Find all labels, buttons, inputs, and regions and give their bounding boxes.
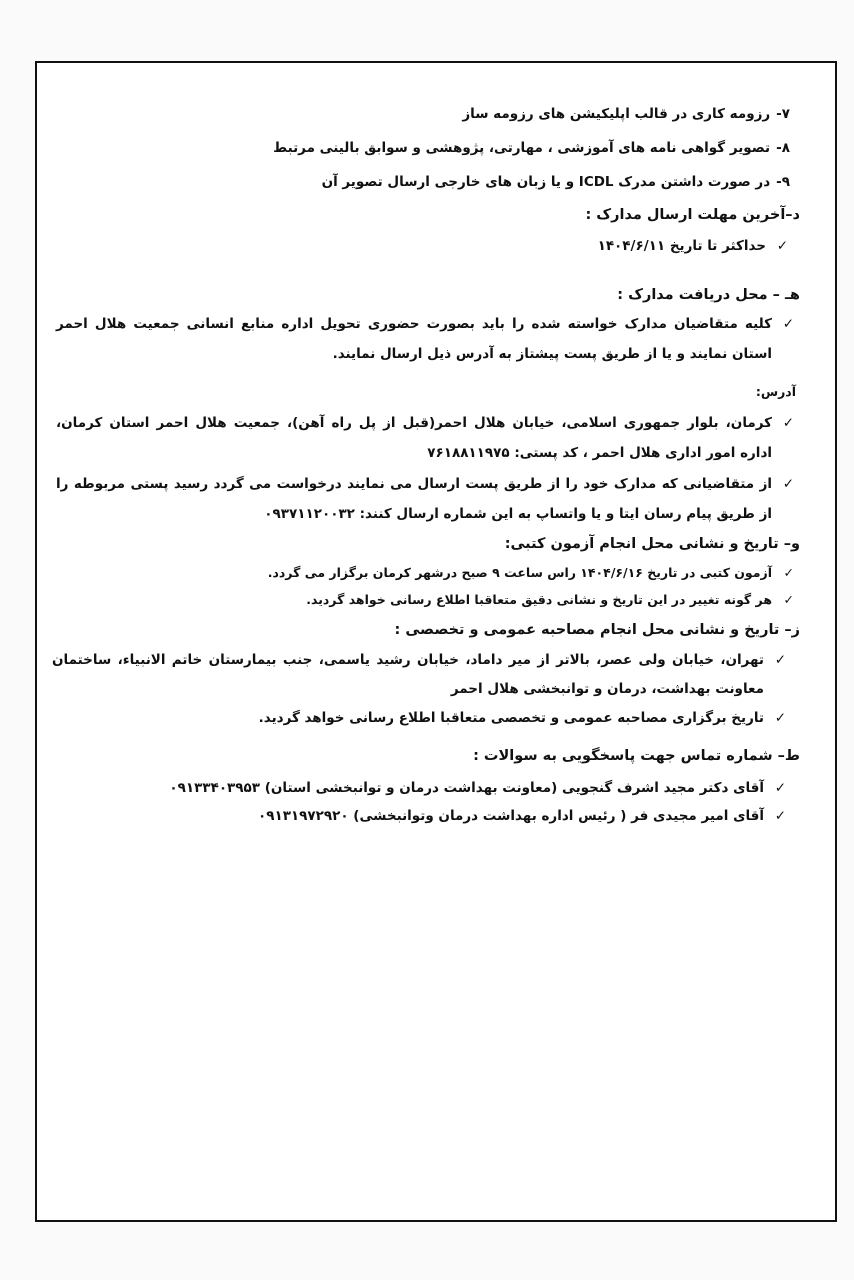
post-bullet: ✓ از متقاضیانی که مدارک خود را از طریق پست ارسال می نمایند درخواست می گردد رسید پستی مربوطه را از طریق پیام رسان ایتا و یا واتساپ به این شماره ارسال کنند: ۰۹۳۷۱۱۲۰۰۳۲ [56, 469, 772, 529]
check-icon: ✓ [774, 652, 786, 668]
interview-bullet: ✓ تهران، خیابان ولی عصر، بالاتر از میر داماد، خیابان رشید یاسمی، جنب بیمارستان خاتم الانبیاء، ساختمان معاونت بهداشت، درمان و توانبخشی هلال احمر [52, 646, 764, 704]
doc-item-7: ۷-رزومه کاری در قالب اپلیکیشن های رزومه ساز [462, 106, 790, 122]
check-icon: ✓ [774, 780, 786, 796]
check-icon: ✓ [776, 238, 788, 254]
doc-item-9: ۹-در صورت داشتن مدرک ICDL و یا زبان های خارجی ارسال تصویر آن [321, 174, 790, 190]
address-bullet: ✓ کرمان، بلوار جمهوری اسلامی، خیابان هلال احمر(قبل از پل راه آهن)، جمعیت هلال احمر استان کرمان، اداره امور اداری هلال احمر ، کد پستی: ۷۶۱۸۸۱۱۹۷۵ [56, 408, 772, 468]
heading-delivery: هـ – محل دریافت مدارک : [617, 287, 800, 303]
contact-bullet: ✓ آقای دکتر مجید اشرف گنجویی (معاونت بهداشت درمان و توانبخشی استان) ۰۹۱۳۳۴۰۳۹۵۳ [144, 773, 764, 803]
check-icon: ✓ [782, 316, 794, 332]
heading-interview: ز– تاریخ و نشانی محل انجام مصاحبه عمومی و تخصصی : [394, 622, 800, 638]
exam-bullet: ✓ هر گونه تغییر در این تاریخ و نشانی دقیق متعاقبا اطلاع رسانی خواهد گردید. [172, 586, 772, 613]
interview-bullet: ✓ تاریخ برگزاری مصاحبه عمومی و تخصصی متعاقبا اطلاع رسانی خواهد گردید. [164, 703, 764, 733]
check-icon: ✓ [774, 808, 786, 824]
check-icon: ✓ [782, 476, 794, 492]
address-label: آدرس: [755, 384, 796, 399]
heading-contact: ط– شماره تماس جهت پاسخگویی به سوالات : [473, 748, 800, 764]
check-icon: ✓ [774, 710, 786, 726]
deadline-bullet: ✓ حداکثر تا تاریخ ۱۴۰۴/۶/۱۱ [266, 231, 766, 261]
heading-deadline: د–آخرین مهلت ارسال مدارک : [585, 207, 800, 223]
doc-item-8: ۸-تصویر گواهی نامه های آموزشی ، مهارتی، پژوهشی و سوابق بالینی مرتبط [273, 140, 790, 156]
heading-written-exam: و– تاریخ و نشانی محل انجام آزمون کتبی: [504, 536, 800, 552]
exam-bullet: ✓ آزمون کتبی در تاریخ ۱۴۰۴/۶/۱۶ راس ساعت ۹ صبح درشهر کرمان برگزار می گردد. [172, 559, 772, 586]
check-icon: ✓ [782, 415, 794, 431]
check-icon: ✓ [783, 592, 794, 607]
delivery-bullet: ✓ کلیه متقاضیان مدارک خواسته شده را باید بصورت حضوری تحویل اداره منابع انسانی جمعیت هلال احمر استان نمایند و یا از طریق پست پیشتاز به آدرس ذیل ارسال نمایند. [56, 309, 772, 369]
contact-bullet: ✓ آقای امیر مجیدی فر ( رئیس اداره بهداشت درمان وتوانبخشی) ۰۹۱۳۱۹۷۲۹۲۰ [144, 801, 764, 831]
check-icon: ✓ [783, 565, 794, 580]
